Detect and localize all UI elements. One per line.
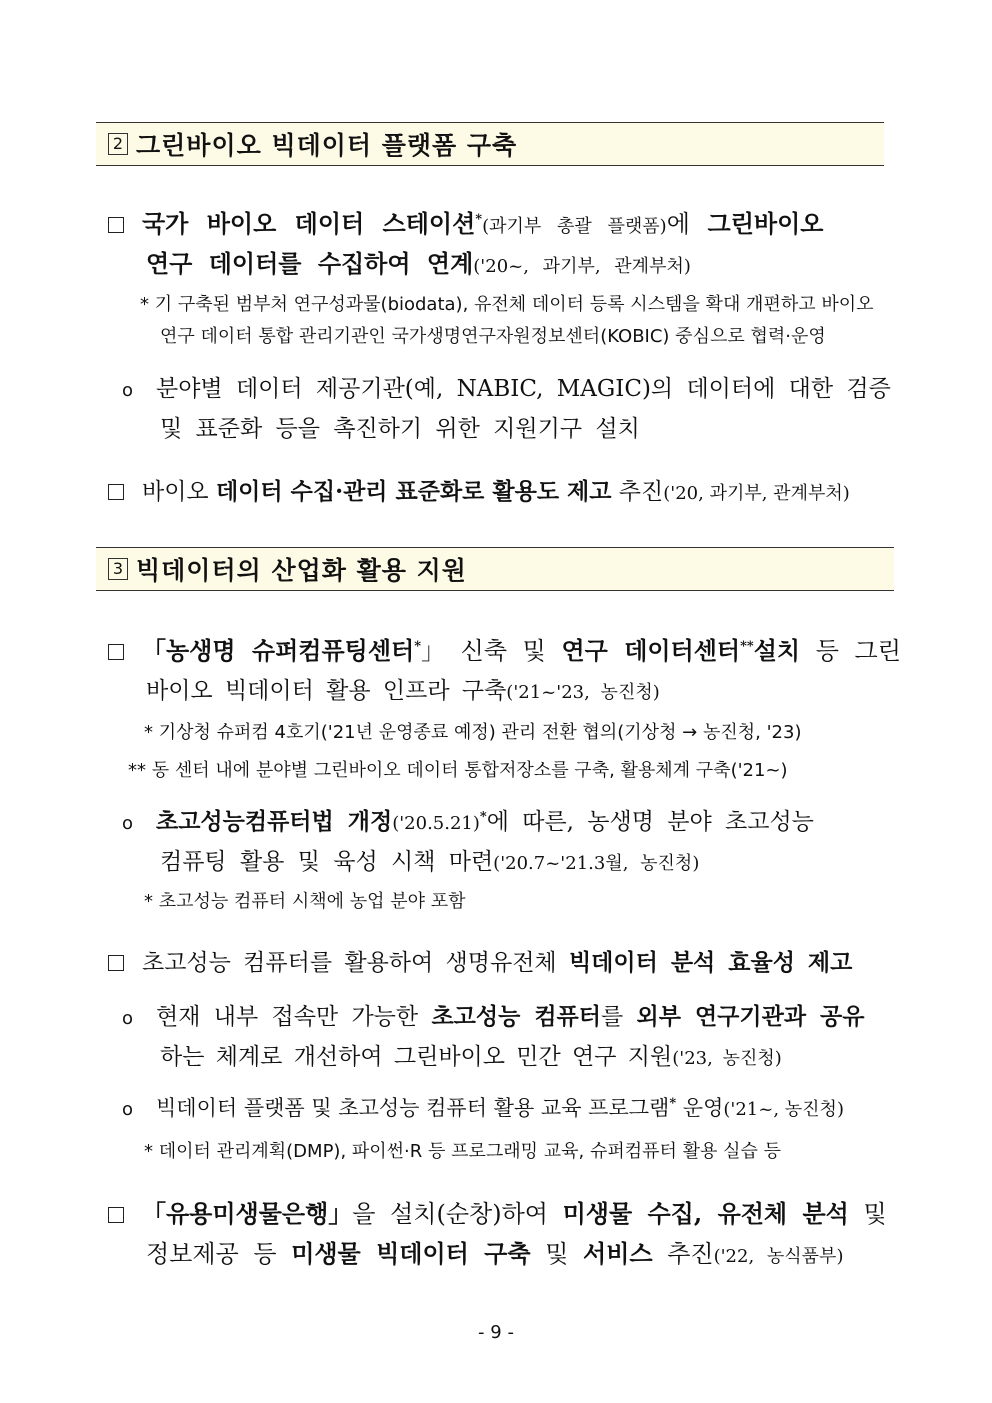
bold-text: 외부 연구기관과 공유 [636, 1003, 865, 1030]
annotation-text: ('23, 농진청) [672, 1048, 782, 1069]
circle-item-3-line-2 [160, 1038, 782, 1071]
note-4: * 초고성능 컴퓨터 시책에 농업 분야 포함 [144, 891, 466, 912]
text: 에 따른, 농생명 분야 초고성능 [486, 809, 814, 835]
bold-text: 미생물 빅데이터 구축 [291, 1239, 531, 1268]
footnote-mark: * [669, 1096, 677, 1111]
footnote-mark: * [475, 212, 483, 227]
bold-text: 서비스 [583, 1239, 653, 1268]
text: 등 그린 [800, 637, 901, 665]
text: 을 설치(순창)하여 [352, 1200, 563, 1228]
text: 운영 [676, 1096, 724, 1120]
footnote-mark: ** [740, 639, 754, 654]
checkbox-square-icon [108, 644, 124, 660]
text: 정보제공 등 [146, 1240, 292, 1268]
circle-item-1-line-2: 및 표준화 등을 촉진하기 위한 지원기구 설치 [160, 416, 640, 442]
checkbox-square-icon [108, 1207, 124, 1223]
text: 및 [530, 1240, 584, 1268]
annotation-text: ('20~, 과기부, 관계부처) [473, 256, 691, 277]
annotation-text: ('20.7~'21.3월, 농진청) [493, 853, 700, 874]
text: 추진 [611, 479, 664, 505]
page-number: - 9 - [478, 1322, 514, 1343]
note-3: ** 동 센터 내에 분야별 그린바이오 데이터 통합저장소를 구축, 활용체계 구축('21~) [128, 760, 788, 781]
checkbox-square-icon [108, 484, 124, 500]
annotation-text: ('21~'23, 농진청) [506, 682, 660, 703]
bold-text: 빅데이터 분석 효율성 제고 [568, 949, 853, 976]
bold-text: 그린바이오 [707, 209, 824, 238]
note-2: * 기상청 슈퍼컴 4호기('21년 운영종료 예정) 관리 전환 협의(기상청 → 농진청, '23) [144, 722, 802, 743]
bold-text: 데이터 수집·관리 표준화로 활용도 제고 [215, 478, 612, 505]
bold-text: 「농생명 슈퍼컴퓨팅센터 [142, 636, 415, 665]
annotation-text: ('22, 농식품부) [713, 1246, 844, 1267]
circle-bullet-icon: o [122, 380, 134, 401]
text: 및 [848, 1200, 887, 1228]
bullet-5-line-1 [108, 1194, 887, 1229]
annotation-text: (과기부 총괄 플랫폼) [482, 216, 667, 237]
text: 컴퓨팅 활용 및 육성 시책 마련 [160, 849, 494, 875]
note-1-line-1: * 기 구축된 범부처 연구성과물(biodata), 유전체 데이터 등록 시스템을 확대 개편하고 바이오 [140, 294, 874, 315]
circle-bullet-icon: o [122, 1099, 134, 1120]
bullet-3-line-1 [108, 631, 901, 666]
section-title: 빅데이터의 산업화 활용 지원 [136, 556, 467, 585]
bold-text: 미생물 수집, 유전체 분석 [562, 1199, 849, 1228]
circle-item-1-line-1 [122, 370, 891, 403]
circle-bullet-icon: o [122, 813, 134, 834]
bullet-5-line-2 [146, 1234, 843, 1269]
bullet-1-line-1 [108, 204, 823, 239]
bold-text: 초고성능 컴퓨터 [431, 1003, 601, 1030]
bold-text: 연구 데이터를 수집하여 연계 [146, 249, 474, 278]
bold-text: 국가 바이오 데이터 스테이션 [142, 209, 476, 238]
circle-item-4 [122, 1092, 844, 1122]
bullet-1-line-2 [146, 244, 691, 279]
note-1-line-2: 연구 데이터 통합 관리기관인 국가생명연구자원정보센터(KOBIC) 중심으로 협력·운영 [160, 326, 826, 347]
section-title: 그린바이오 빅데이터 플랫폼 구축 [136, 131, 518, 160]
text: 에 [666, 210, 708, 238]
text: 를 [600, 1004, 637, 1030]
section-number: 2 [108, 133, 128, 155]
bold-text: 연구 데이터센터 [561, 636, 741, 665]
text: 현재 내부 접속만 가능한 [156, 1004, 432, 1030]
text: 추진 [652, 1240, 714, 1268]
section-number: 3 [108, 558, 128, 580]
bullet-3-line-2 [146, 672, 660, 705]
circle-item-3-line-1 [122, 998, 865, 1031]
circle-bullet-icon: o [122, 1008, 134, 1029]
bold-text: 「유용미생물은행」 [142, 1199, 353, 1228]
bullet-4 [108, 944, 852, 977]
text: 빅데이터 플랫폼 및 초고성능 컴퓨터 활용 교육 프로그램 [156, 1096, 670, 1120]
bullet-2 [108, 473, 850, 506]
checkbox-square-icon [108, 955, 124, 971]
annotation-text: ('21~, 농진청) [723, 1099, 844, 1120]
bold-text: 초고성능컴퓨터법 개정 [156, 808, 393, 835]
footnote-mark: * [479, 809, 487, 825]
section-header-2 [96, 122, 884, 166]
circle-item-2-line-2 [160, 843, 699, 876]
text: 바이오 빅데이터 활용 인프라 구축 [146, 678, 507, 704]
bold-text: 설치 [753, 636, 801, 665]
checkbox-square-icon [108, 217, 124, 233]
text: 바이오 [142, 479, 216, 505]
text: 초고성능 컴퓨터를 활용하여 생명유전체 [142, 950, 569, 976]
annotation-text: ('20.5.21) [392, 813, 480, 834]
text: 하는 체계로 개선하여 그린바이오 민간 연구 지원 [160, 1044, 673, 1070]
text: 」 신축 및 [421, 637, 562, 665]
footnote-mark: * [414, 639, 422, 654]
section-header-3 [96, 547, 894, 591]
text: 분야별 데이터 제공기관(예, NABIC, MAGIC)의 데이터에 대한 검증 [156, 376, 891, 402]
note-5: * 데이터 관리계획(DMP), 파이썬·R 등 프로그래밍 교육, 슈퍼컴퓨터 활용 실습 등 [144, 1141, 782, 1162]
circle-item-2-line-1 [122, 803, 814, 836]
annotation-text: ('20, 과기부, 관계부처) [663, 483, 850, 504]
